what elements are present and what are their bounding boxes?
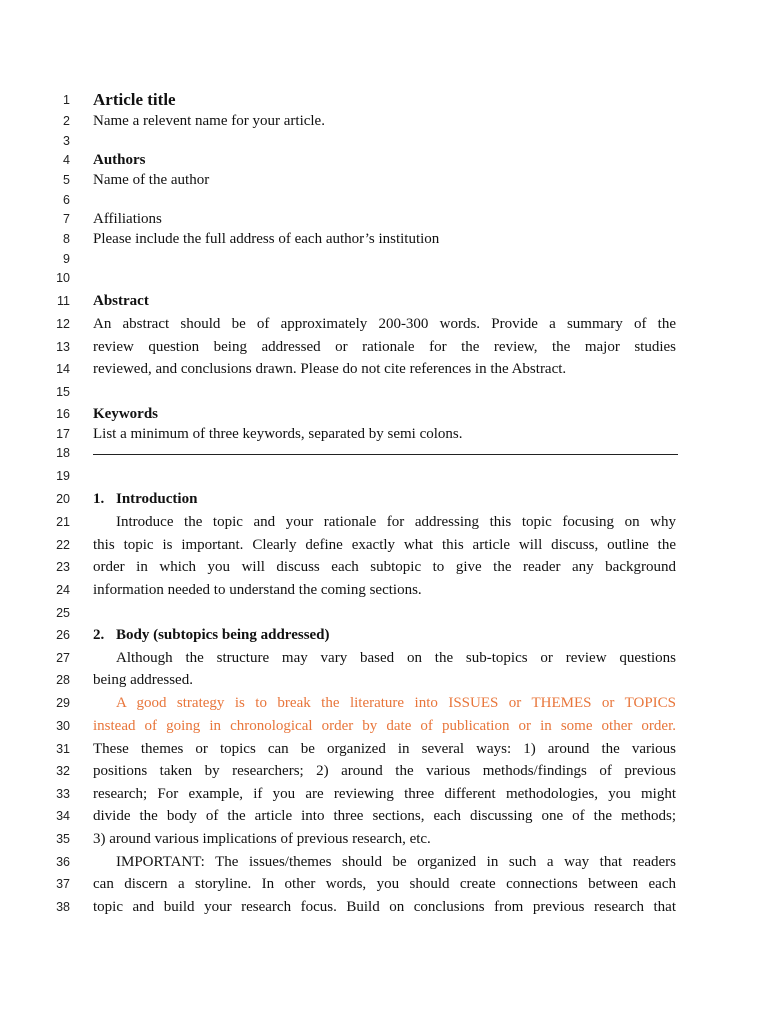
line-1 xyxy=(0,89,768,111)
line-15 xyxy=(0,381,768,403)
line-4 xyxy=(0,149,768,171)
affiliations-text: Please include the full address of each author’s institution xyxy=(93,231,440,247)
line-number: 36 xyxy=(56,855,70,869)
section-number: 2. xyxy=(93,627,105,643)
introduction-line: order in which you will discuss each subtopic to give the reader any background xyxy=(93,559,676,575)
line-21 xyxy=(0,511,768,533)
body-line-highlighted: instead of going in chronological order by date of publication or in some other order. xyxy=(93,718,676,734)
section-divider xyxy=(93,454,678,455)
line-11 xyxy=(0,290,768,312)
line-number: 27 xyxy=(56,651,70,665)
line-25 xyxy=(0,602,768,624)
line-number: 9 xyxy=(63,252,70,266)
affiliations-heading: Affiliations xyxy=(93,211,162,227)
line-14 xyxy=(0,358,768,380)
line-32 xyxy=(0,760,768,782)
line-number: 28 xyxy=(56,673,70,687)
abstract-line: An abstract should be of approximately 200-300 words. Provide a summary of the xyxy=(93,316,676,332)
line-number: 17 xyxy=(56,427,70,441)
line-number: 15 xyxy=(56,385,70,399)
body-line: being addressed. xyxy=(93,672,193,688)
line-number: 21 xyxy=(56,515,70,529)
line-number: 14 xyxy=(56,362,70,376)
line-30 xyxy=(0,715,768,737)
line-38 xyxy=(0,896,768,918)
line-16 xyxy=(0,403,768,425)
line-number: 8 xyxy=(63,232,70,246)
authors-heading: Authors xyxy=(93,152,146,168)
abstract-heading: Abstract xyxy=(93,293,149,309)
line-number: 29 xyxy=(56,696,70,710)
keywords-text: List a minimum of three keywords, separated by semi colons. xyxy=(93,426,463,442)
line-number: 7 xyxy=(63,212,70,226)
line-7 xyxy=(0,208,768,230)
line-number: 22 xyxy=(56,538,70,552)
line-35 xyxy=(0,828,768,850)
line-number: 16 xyxy=(56,407,70,421)
line-number: 19 xyxy=(56,469,70,483)
body-line: can discern a storyline. In other words, you should create connections between each xyxy=(93,876,676,892)
line-number: 37 xyxy=(56,877,70,891)
body-line: 3) around various implications of previous research, etc. xyxy=(93,831,431,847)
line-number: 24 xyxy=(56,583,70,597)
line-5 xyxy=(0,169,768,191)
section-number: 1. xyxy=(93,491,105,507)
line-number: 3 xyxy=(63,134,70,148)
introduction-line: information needed to understand the coming sections. xyxy=(93,582,422,598)
introduction-heading xyxy=(93,488,676,510)
line-number: 32 xyxy=(56,764,70,778)
line-10 xyxy=(0,267,768,289)
introduction-line: this topic is important. Clearly define exactly what this article will discuss, outline the xyxy=(93,537,676,553)
line-13 xyxy=(0,336,768,358)
body-line: IMPORTANT: The issues/themes should be organized in such a way that readers xyxy=(116,854,676,870)
line-number: 5 xyxy=(63,173,70,187)
authors-text: Name of the author xyxy=(93,172,210,188)
article-title-heading: Article title xyxy=(93,90,176,109)
body-line: divide the body of the article into three sections, each discussing one of the methods; xyxy=(93,808,676,824)
line-12 xyxy=(0,313,768,335)
body-line-highlighted: A good strategy is to break the literature into ISSUES or THEMES or TOPICS xyxy=(116,695,676,711)
line-number: 25 xyxy=(56,606,70,620)
line-36 xyxy=(0,851,768,873)
line-number: 6 xyxy=(63,193,70,207)
body-line: These themes or topics can be organized in several ways: 1) around the various xyxy=(93,741,676,757)
line-33 xyxy=(0,783,768,805)
line-31 xyxy=(0,738,768,760)
line-number: 34 xyxy=(56,809,70,823)
line-37 xyxy=(0,873,768,895)
line-8 xyxy=(0,228,768,250)
article-title-text: Name a relevent name for your article. xyxy=(93,113,325,129)
line-number: 13 xyxy=(56,340,70,354)
section-title: Body (subtopics being addressed) xyxy=(116,627,330,643)
line-number: 4 xyxy=(63,153,70,167)
line-26 xyxy=(0,624,768,646)
line-2 xyxy=(0,110,768,132)
line-number: 2 xyxy=(63,114,70,128)
introduction-line: Introduce the topic and your rationale for addressing this topic focusing on why xyxy=(116,514,676,530)
abstract-line: review question being addressed or rationale for the review, the major studies xyxy=(93,339,676,355)
line-18 xyxy=(0,442,768,464)
line-20 xyxy=(0,488,768,510)
line-19 xyxy=(0,465,768,487)
line-number: 12 xyxy=(56,317,70,331)
line-number: 1 xyxy=(63,93,70,107)
line-number: 18 xyxy=(56,446,70,460)
line-23 xyxy=(0,556,768,578)
body-line: research; For example, if you are reviewing three different methodologies, you might xyxy=(93,786,676,802)
line-29 xyxy=(0,692,768,714)
line-27 xyxy=(0,647,768,669)
line-number: 38 xyxy=(56,900,70,914)
line-number: 23 xyxy=(56,560,70,574)
line-number: 31 xyxy=(56,742,70,756)
body-heading xyxy=(93,624,676,646)
body-line: Although the structure may vary based on the sub-topics or review questions xyxy=(116,650,676,666)
body-line: topic and build your research focus. Build on conclusions from previous research that xyxy=(93,899,676,915)
line-number: 20 xyxy=(56,492,70,506)
line-28 xyxy=(0,669,768,691)
line-34 xyxy=(0,805,768,827)
line-number: 26 xyxy=(56,628,70,642)
keywords-heading: Keywords xyxy=(93,406,158,422)
section-title: Introduction xyxy=(116,491,198,507)
line-number: 10 xyxy=(56,271,70,285)
body-line: positions taken by researchers; 2) around the various methods/findings of previous xyxy=(93,763,676,779)
line-22 xyxy=(0,534,768,556)
line-number: 35 xyxy=(56,832,70,846)
line-24 xyxy=(0,579,768,601)
abstract-line: reviewed, and conclusions drawn. Please do not cite references in the Abstract. xyxy=(93,361,567,377)
line-number: 33 xyxy=(56,787,70,801)
line-number: 11 xyxy=(57,294,70,308)
line-number: 30 xyxy=(56,719,70,733)
